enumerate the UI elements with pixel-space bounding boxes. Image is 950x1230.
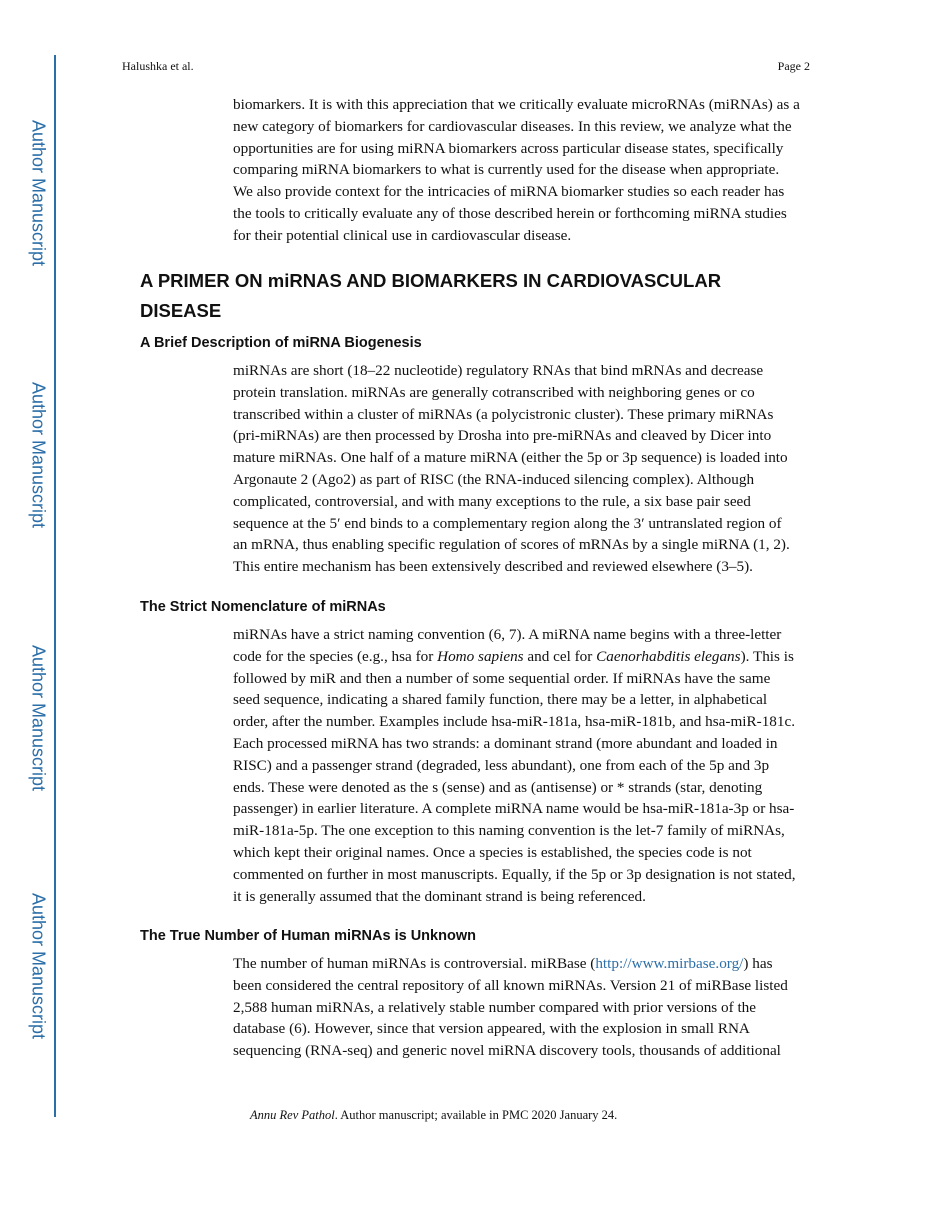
text-line: for their potential clinical use in cardiovascular disease. bbox=[233, 226, 572, 244]
text-run: The number of human miRNAs is controversial. miRBase ( bbox=[233, 955, 596, 972]
margin-rule bbox=[54, 55, 56, 1117]
text-line bbox=[233, 646, 813, 668]
text-line: followed by miR and then a number of some sequential order. If miRNAs have the same bbox=[233, 669, 771, 687]
text-line: biomarkers. It is with this appreciation that we critically evaluate microRNAs (miRNAs) as a bbox=[233, 96, 800, 113]
text-run: ) has bbox=[743, 955, 773, 972]
text-line: This entire mechanism has been extensively described and reviewed elsewhere (3–5). bbox=[233, 558, 753, 576]
text-line: miRNAs are short (18–22 nucleotide) regulatory RNAs that bind mRNAs and decrease bbox=[233, 362, 764, 379]
text-line: miR-181a-5p. The one exception to this naming convention is the let-7 family of miRNAs, bbox=[233, 822, 785, 840]
biogenesis-paragraph bbox=[233, 360, 813, 578]
text-line: order, after the number. Examples include hsa-miR-181a, hsa-miR-181b, and hsa-miR-181c. bbox=[233, 713, 796, 731]
footer-text: . Author manuscript; available in PMC 2020 January 24. bbox=[334, 1108, 618, 1122]
subsection-heading-biogenesis: A Brief Description of miRNA Biogenesis bbox=[140, 335, 422, 351]
author-manuscript-label: Author Manuscript bbox=[28, 892, 49, 1040]
human-mirnas-paragraph bbox=[233, 953, 813, 1062]
text-line: (pri-miRNAs) are then processed by Drosha into pre-miRNAs and cleaved by Dicer into bbox=[233, 427, 772, 445]
text-line: sequence at the 5′ end binds to a complementary region along the 3′ untranslated region of bbox=[233, 514, 782, 532]
running-head-authors: Halushka et al. bbox=[122, 59, 194, 73]
section-title-line: A PRIMER ON miRNAS AND BIOMARKERS IN CARDIOVASCULAR bbox=[140, 270, 722, 291]
species-name-italic: Homo sapiens bbox=[437, 647, 524, 665]
text-line: Each processed miRNA has two strands: a dominant strand (more abundant and loaded in bbox=[233, 734, 778, 752]
text-line: miRNAs have a strict naming convention (6, 7). A miRNA name begins with a three-letter bbox=[233, 626, 782, 643]
text-line: the tools to critically evaluate any of those described herein or forthcoming miRNA studies bbox=[233, 204, 787, 222]
text-line: comparing miRNA biomarkers to what is currently used for the disease when appropriate. bbox=[233, 161, 780, 179]
text-line: passenger) in earlier literature. A complete miRNA name would be hsa-miR-181a-3p or hsa- bbox=[233, 800, 795, 818]
page-number: Page 2 bbox=[777, 59, 810, 73]
text-line: opportunities are for using miRNA biomarkers across particular disease states, specifically bbox=[233, 139, 784, 157]
subsection-heading-nomenclature: The Strict Nomenclature of miRNAs bbox=[140, 599, 386, 615]
text-run: ). This is bbox=[740, 647, 794, 665]
text-line: 2,588 human miRNAs, a relatively stable number compared with prior versions of the bbox=[233, 998, 757, 1016]
text-line bbox=[233, 953, 813, 975]
text-line: been considered the central repository of all known miRNAs. Version 21 of miRBase listed bbox=[233, 976, 788, 994]
author-manuscript-label: Author Manuscript bbox=[28, 644, 49, 792]
text-line: transcribed within a cluster of miRNAs (a polycistronic cluster). These primary miRNAs bbox=[233, 405, 774, 423]
section-title-line: DISEASE bbox=[140, 300, 222, 321]
text-run: code for the species (e.g., hsa for bbox=[233, 647, 438, 665]
text-line: commented on further in most manuscripts. Equally, if the 5p or 3p designation is not stated, bbox=[233, 865, 796, 883]
text-line: which kept their original names. Once a species is established, the species code is not bbox=[233, 843, 752, 861]
text-line: We also provide context for the intricacies of miRNA biomarker studies so each reader has bbox=[233, 183, 785, 201]
text-line: seed sequence, indicating a shared family function, there may be a letter, in alphabetical bbox=[233, 691, 768, 709]
footer-citation bbox=[250, 1108, 617, 1123]
text-line: sequencing (RNA-seq) and generic novel miRNA discovery tools, thousands of additional bbox=[233, 1042, 781, 1060]
section-title bbox=[140, 266, 721, 326]
text-line: it is generally assumed that the dominant strand is being referenced. bbox=[233, 887, 646, 905]
species-name-italic: Caenorhabditis elegans bbox=[596, 647, 741, 665]
nomenclature-paragraph bbox=[233, 624, 813, 907]
text-line: mature miRNAs. One half of a mature miRNA (either the 5p or 3p sequence) is loaded into bbox=[233, 449, 788, 467]
text-line: ends. These were denoted as the s (sense) and as (antisense) or * strands (star, denoting bbox=[233, 778, 763, 796]
mirbase-link[interactable]: http://www.mirbase.org/ bbox=[595, 955, 744, 972]
text-line: protein translation. miRNAs are generally cotranscribed with neighboring genes or co bbox=[233, 383, 755, 401]
journal-name: Annu Rev Pathol bbox=[250, 1108, 335, 1122]
text-line: Argonaute 2 (Ago2) as part of RISC (the RNA-induced silencing complex). Although bbox=[233, 470, 755, 488]
text-run: and cel for bbox=[523, 647, 597, 665]
intro-paragraph bbox=[233, 94, 813, 247]
text-line: an mRNA, thus enabling specific regulation of scores of mRNAs by a single miRNA (1, 2). bbox=[233, 536, 790, 554]
text-line: RISC) and a passenger strand (degraded, less abundant), one from each of the 5p and 3p bbox=[233, 756, 770, 774]
text-line: complicated, controversial, and with many exceptions to the rule, a six base pair seed bbox=[233, 492, 751, 510]
subsection-heading-human-mirnas: The True Number of Human miRNAs is Unknown bbox=[140, 928, 476, 944]
author-manuscript-label: Author Manuscript bbox=[28, 119, 49, 267]
author-manuscript-label: Author Manuscript bbox=[28, 381, 49, 529]
text-line: database (6). However, since that version appeared, with the explosion in small RNA bbox=[233, 1020, 750, 1038]
text-line: new category of biomarkers for cardiovascular diseases. In this review, we analyze what the bbox=[233, 117, 792, 135]
